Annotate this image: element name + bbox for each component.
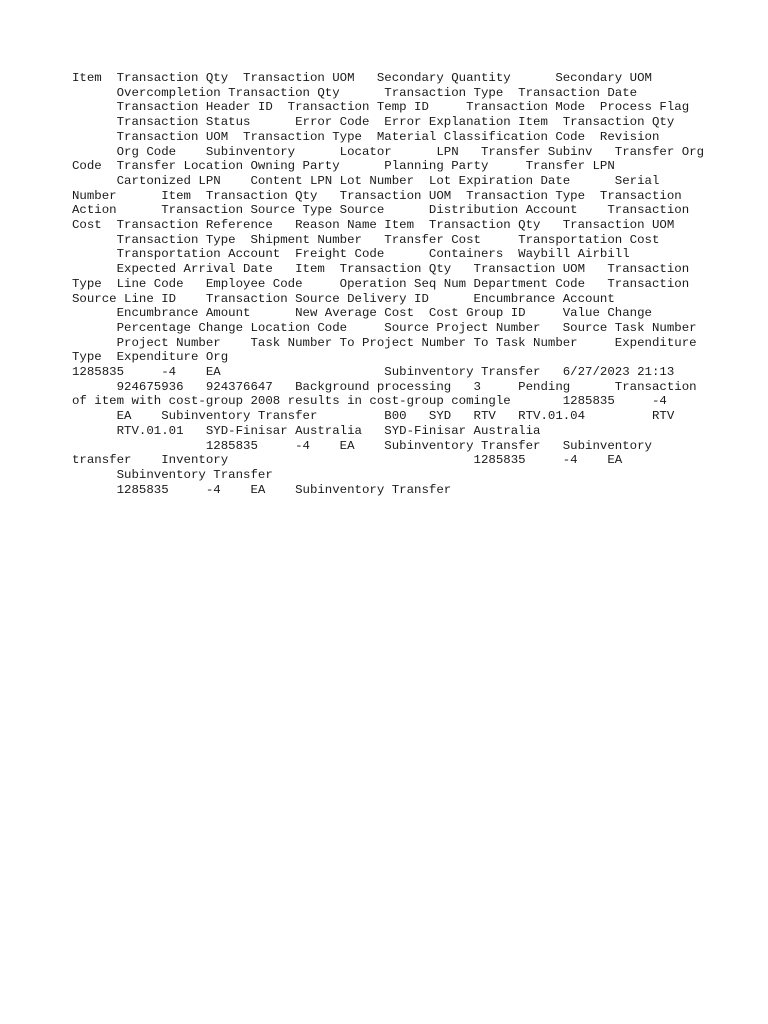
transaction-export-text: Item Transaction Qty Transaction UOM Secondary Quantity Secondary UOM Overcompletion Transaction Qty Transaction Type Transaction Date Transaction Header ID Transaction Temp ID Transaction Mode Process Flag Transaction Status Error Code Error Explanation Item Transaction Qty Transaction UOM Transaction Type Material Classification Code Revision Org Code Subinventory Locator LPN Transfer Subinv Transfer Org Code Transfer Location Owning Party Planning Party Transfer LPN Cartonized LPN Content LPN Lot Number Lot Expiration Date Serial Number Item Transaction Qty Transaction UOM Transaction Type Transaction Action Transaction Source Type Source Distribution Account Transaction Cost Transaction Reference Reason Name Item Transaction Qty Transaction UOM Transaction Type Shipment Number Transfer Cost Transportation Cost Transportation Account Freight Code Containers Waybill Airbill Expected Arrival Date Item Transaction Qty Transaction UOM Transaction Type Line Code Employee Code Operation Seq Num Department Code Transaction Source Line ID Transaction Source Delivery ID Encumbrance Account Encumbrance Amount New Average Cost Cost Group ID Value Change Percentage Change Location Code Source Project Number Source Task Number Project Number Task Number To Project Number To Task Number Expenditure Type Expenditure Org 1285835 -4 EA Subinventory Transfer 6/27/2023 21:13 924675936 924376647 Background processing 3 Pending Transaction of item with cost-group 2008 results in cost-group comingle 1285835 -4 EA Subinventory Transfer B00 SYD RTV RTV.01.04 RTV RTV.01.01 SYD-Finisar Australia SYD-Finisar Australia 1285835 -4 EA Subinventory Transfer Subinventory transfer Inventory 1285835 -4 EA Subinventory Transfer 1285835 -4 EA Subinventory Transfer (72, 71, 705, 497)
